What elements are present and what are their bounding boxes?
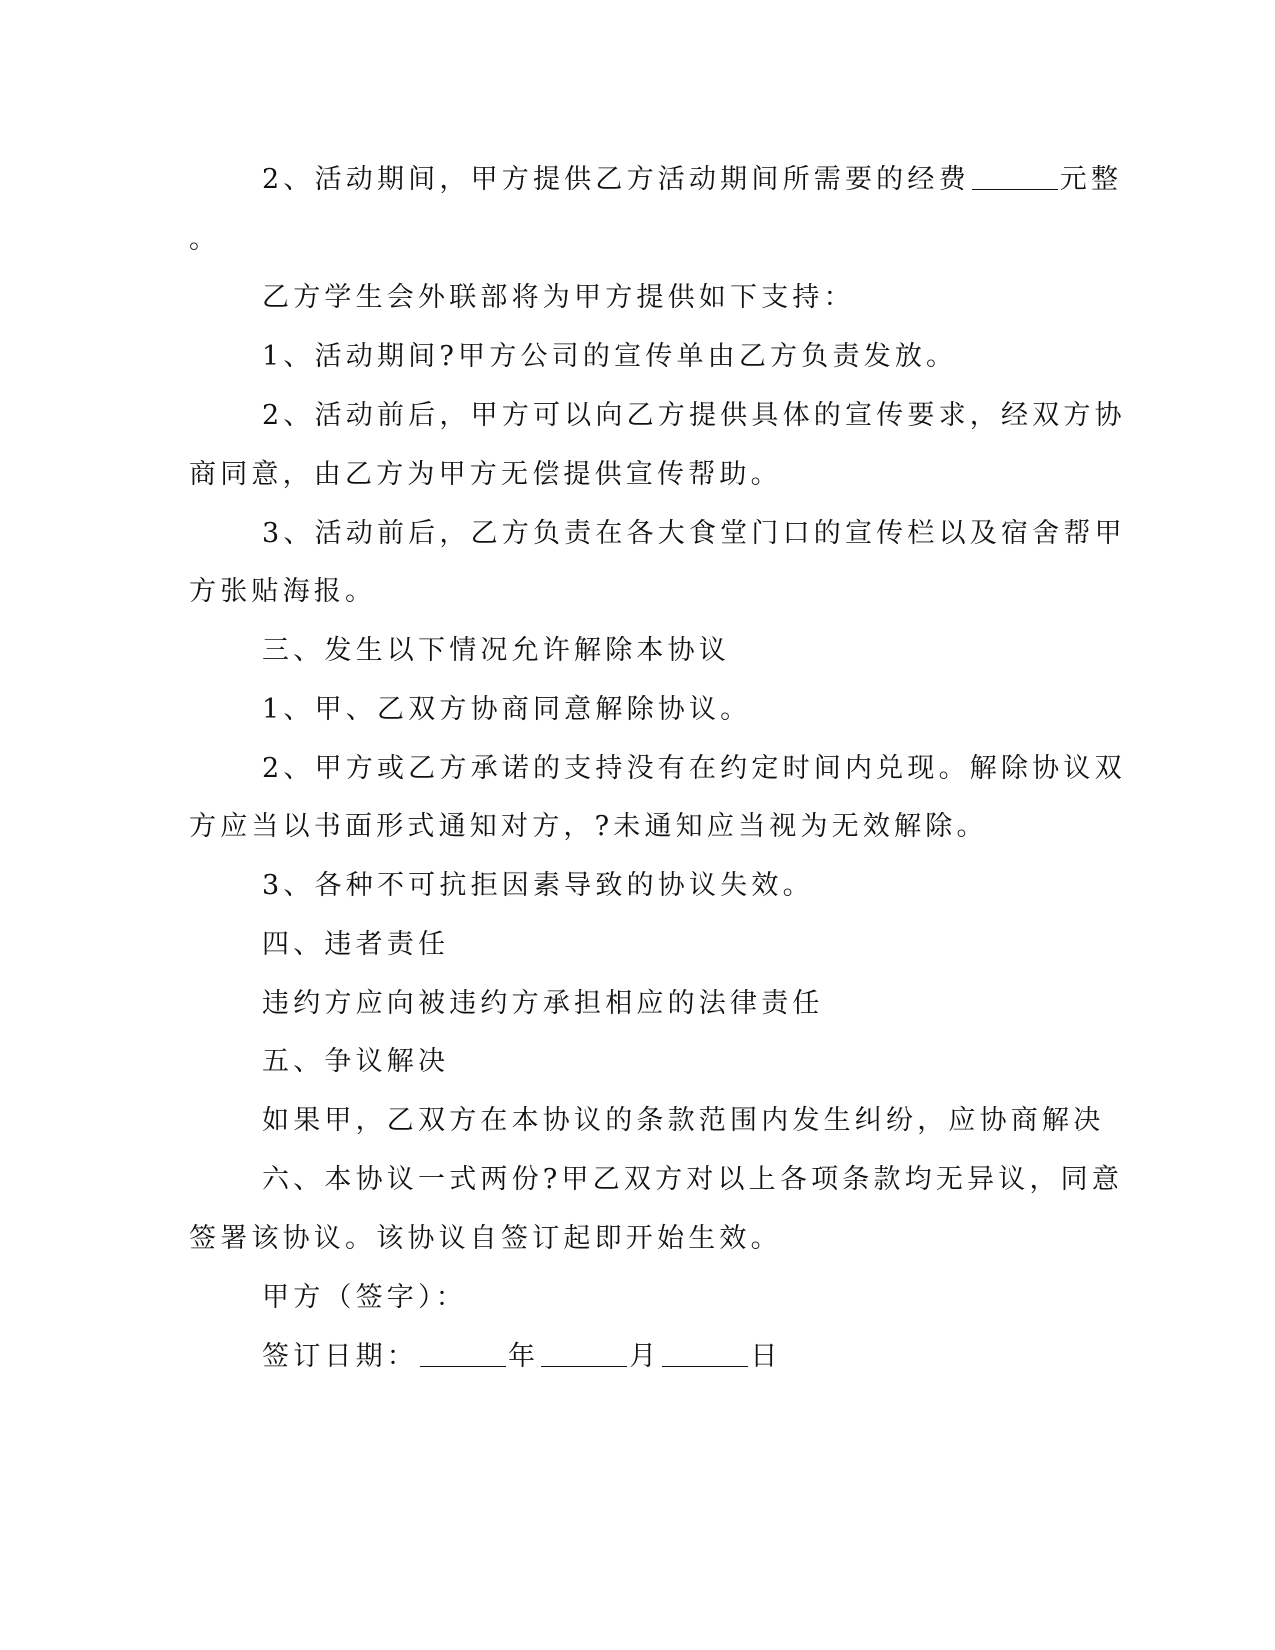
year-blank xyxy=(420,1340,506,1367)
day-label: 日 xyxy=(750,1341,782,1372)
support-item-3-line-2: 方张贴海报。 xyxy=(189,576,377,607)
funding-amount-blank xyxy=(972,163,1058,190)
year-label: 年 xyxy=(508,1341,540,1372)
paragraph-funding xyxy=(0,160,1275,200)
support-item-2-line-1: 2、活动前后，甲方可以向乙方提供具体的宣传要求，经双方协 xyxy=(262,400,1126,431)
month-blank xyxy=(541,1340,627,1367)
section-heading-termination: 三、发生以下情况允许解除本协议 xyxy=(262,635,730,666)
section-heading-dispute: 五、争议解决 xyxy=(262,1046,450,1077)
signing-date xyxy=(0,1337,1275,1377)
signing-date-label: 签订日期： xyxy=(262,1341,418,1372)
support-item-1: 1、活动期间?甲方公司的宣传单由乙方负责发放。 xyxy=(262,341,958,372)
section-copies-line-2: 签署该协议。该协议自签订起即开始生效。 xyxy=(189,1223,782,1254)
support-item-2-line-2: 商同意，由乙方为甲方无偿提供宣传帮助。 xyxy=(189,459,782,490)
party-a-signature: 甲方（签字）： xyxy=(262,1282,467,1313)
support-intro: 乙方学生会外联部将为甲方提供如下支持： xyxy=(262,282,855,313)
liability-text: 违约方应向被违约方承担相应的法律责任 xyxy=(262,988,824,1019)
support-item-3-line-1: 3、活动前后，乙方负责在各大食堂门口的宣传栏以及宿舍帮甲 xyxy=(262,518,1126,549)
funding-unit: 元整 xyxy=(1059,164,1123,195)
month-label: 月 xyxy=(629,1341,661,1372)
day-blank xyxy=(662,1340,748,1367)
dispute-text: 如果甲，乙双方在本协议的条款范围内发生纠纷，应协商解决 xyxy=(262,1105,1105,1136)
termination-item-2-line-2: 方应当以书面形式通知对方，?未通知应当视为无效解除。 xyxy=(189,811,988,842)
termination-item-3: 3、各种不可抗拒因素导致的协议失效。 xyxy=(262,870,814,901)
section-copies-line-1: 六、本协议一式两份?甲乙双方对以上各项条款均无异议，同意 xyxy=(262,1164,1124,1195)
termination-item-2-line-1: 2、甲方或乙方承诺的支持没有在约定时间内兑现。解除协议双 xyxy=(262,753,1126,784)
termination-item-1: 1、甲、乙双方协商同意解除协议。 xyxy=(262,694,752,725)
funding-text: 2、活动期间，甲方提供乙方活动期间所需要的经费 xyxy=(262,164,970,195)
section-heading-liability: 四、违者责任 xyxy=(262,929,450,960)
paragraph-funding-end: 。 xyxy=(189,224,221,255)
